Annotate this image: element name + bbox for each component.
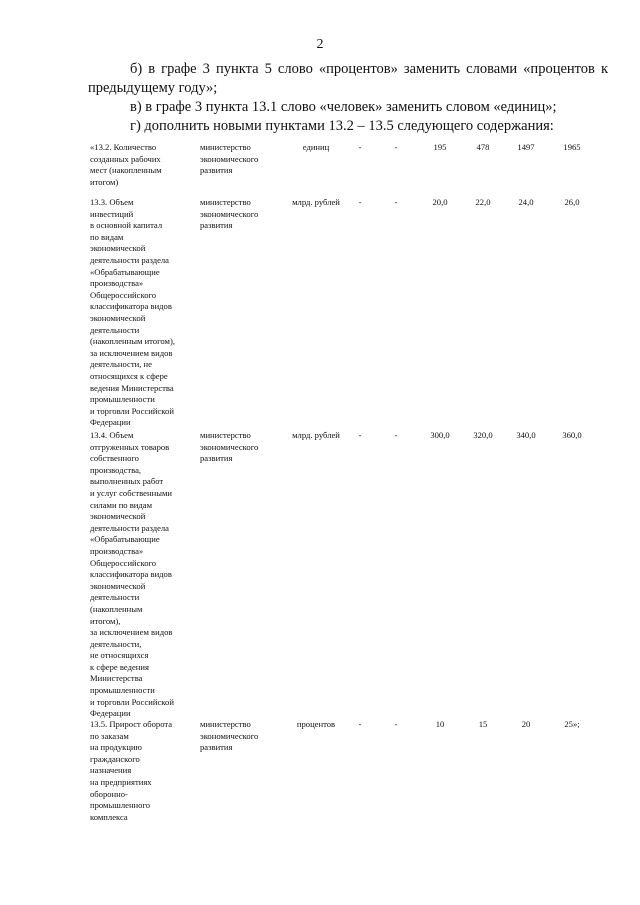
- value-cell: -: [394, 719, 398, 729]
- value-cell: 360,0: [562, 430, 582, 440]
- page-number: 2: [316, 37, 324, 52]
- value-cell: 22,0: [475, 197, 491, 207]
- amendment-item-b: б) в графе 3 пункта 5 слово «процентов» заменить словами «процентов к предыдущему году»;: [88, 61, 608, 96]
- value-cell: -: [358, 142, 362, 152]
- responsible-department: министерство экономического развития: [200, 719, 259, 753]
- value-cell: 10: [435, 719, 445, 729]
- value-cell: 320,0: [473, 430, 493, 440]
- responsible-department: министерство экономического развития: [200, 430, 259, 464]
- unit-of-measure: единиц: [302, 142, 330, 152]
- value-cell: 20,0: [432, 197, 448, 207]
- value-cell: 300,0: [430, 430, 450, 440]
- value-cell: -: [358, 719, 362, 729]
- unit-of-measure: млрд. рублей: [292, 430, 340, 440]
- value-cell: -: [358, 430, 362, 440]
- unit-of-measure: процентов: [296, 719, 336, 729]
- value-cell: -: [358, 197, 362, 207]
- value-cell: -: [394, 142, 398, 152]
- responsible-department: министерство экономического развития: [200, 197, 259, 231]
- value-cell: 478: [476, 142, 490, 152]
- indicator-name: «13.2. Количество созданных рабочих мест (накопленным итогом): [90, 142, 162, 187]
- unit-of-measure: млрд. рублей: [292, 197, 340, 207]
- value-cell: 26,0: [564, 197, 580, 207]
- value-cell: 25»;: [564, 719, 580, 729]
- value-cell: -: [394, 197, 398, 207]
- amendment-item-v: в) в графе 3 пункта 13.1 слово «человек» заменить словом «единиц»;: [130, 99, 557, 115]
- value-cell: -: [394, 430, 398, 440]
- indicator-name: 13.4. Объем отгруженных товаров собственного производства, выполненных работ и услуг собственными силами по видам экономической деятельности раздела «Обрабатывающие производства» Общероссийского классификатора видов экономической деятельности (накопленным итогом), за исключением видов деятельности, не относящихся к сфере ведения Министерства промышленности и торговли Российской Федерации: [90, 430, 174, 719]
- value-cell: 20: [521, 719, 531, 729]
- value-cell: 24,0: [518, 197, 534, 207]
- value-cell: 340,0: [516, 430, 536, 440]
- indicator-name: 13.3. Объем инвестиций в основной капитал по видам экономической деятельности раздела «Обрабатывающие производства» Общероссийского классификатора видов экономической деятельности (накопленным итогом), за исключением видов деятельности, не относящихся к сфере ведения Министерства промышленности и торговли Российской Федерации: [90, 197, 176, 428]
- amendment-text: [88, 60, 608, 136]
- value-cell: 1965: [563, 142, 581, 152]
- responsible-department: министерство экономического развития: [200, 142, 259, 176]
- indicator-name: 13.5. Прирост оборота по заказам на продукцию гражданского назначения на предприятиях оборонно- промышленного комплекса: [90, 719, 173, 822]
- value-cell: 195: [433, 142, 447, 152]
- value-cell: 1497: [517, 142, 535, 152]
- value-cell: 15: [478, 719, 488, 729]
- amendment-item-g: г) дополнить новыми пунктами 13.2 – 13.5 следующего содержания:: [130, 118, 554, 134]
